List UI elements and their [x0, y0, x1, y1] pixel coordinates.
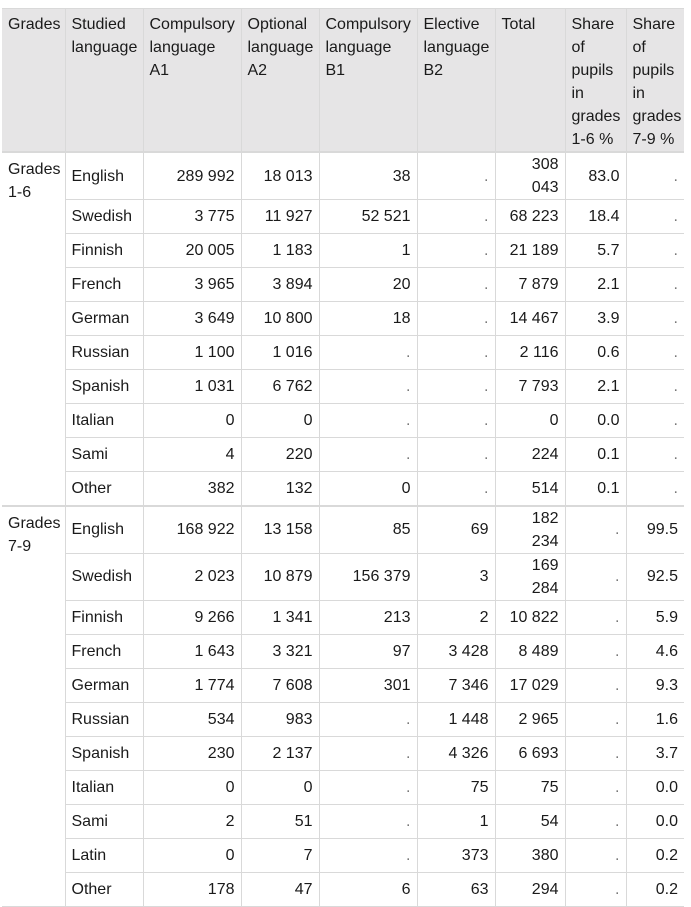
value-cell: . — [417, 370, 495, 404]
value-cell: 0 — [319, 472, 417, 506]
value-cell: . — [565, 634, 626, 668]
value-cell: 99.5 — [626, 506, 684, 554]
value-cell: 97 — [319, 634, 417, 668]
table-header — [2, 9, 684, 153]
value-cell: 17 029 — [495, 668, 565, 702]
value-cell: . — [319, 404, 417, 438]
value-cell: 168 922 — [143, 506, 241, 554]
table-row — [2, 600, 684, 634]
table-row — [2, 770, 684, 804]
value-cell: 6 762 — [241, 370, 319, 404]
value-cell: 1 — [417, 804, 495, 838]
table-row — [2, 702, 684, 736]
table-body — [2, 152, 684, 906]
language-cell: Sami — [65, 438, 143, 472]
value-cell: 3 649 — [143, 302, 241, 336]
value-cell: . — [626, 152, 684, 200]
value-cell: . — [417, 302, 495, 336]
value-cell: 3.7 — [626, 736, 684, 770]
column-header: Optional language A2 — [241, 9, 319, 153]
value-cell: . — [417, 152, 495, 200]
value-cell: . — [565, 872, 626, 906]
value-cell: 0.6 — [565, 336, 626, 370]
column-header: Studied language — [65, 9, 143, 153]
table-row — [2, 200, 684, 234]
value-cell: 0 — [143, 838, 241, 872]
language-cell: Spanish — [65, 736, 143, 770]
table-row — [2, 872, 684, 906]
value-cell: 178 — [143, 872, 241, 906]
value-cell: . — [417, 472, 495, 506]
value-cell: . — [319, 838, 417, 872]
value-cell: . — [626, 234, 684, 268]
value-cell: 1 448 — [417, 702, 495, 736]
value-cell: . — [565, 770, 626, 804]
value-cell: 68 223 — [495, 200, 565, 234]
value-cell: 169 284 — [495, 553, 565, 600]
table-row — [2, 370, 684, 404]
value-cell: 1 031 — [143, 370, 241, 404]
value-cell: 0.0 — [626, 804, 684, 838]
value-cell: 4.6 — [626, 634, 684, 668]
value-cell: . — [565, 702, 626, 736]
value-cell: 0 — [143, 770, 241, 804]
value-cell: 7 346 — [417, 668, 495, 702]
column-header: Grades — [2, 9, 65, 153]
language-cell: Swedish — [65, 553, 143, 600]
value-cell: 13 158 — [241, 506, 319, 554]
value-cell: 4 326 — [417, 736, 495, 770]
value-cell: . — [626, 438, 684, 472]
value-cell: 10 822 — [495, 600, 565, 634]
value-cell: 0 — [495, 404, 565, 438]
grade-group-label: Grades 1-6 — [2, 152, 65, 506]
value-cell: 156 379 — [319, 553, 417, 600]
value-cell: . — [417, 234, 495, 268]
table-row — [2, 736, 684, 770]
value-cell: 534 — [143, 702, 241, 736]
language-cell: German — [65, 668, 143, 702]
language-cell: Spanish — [65, 370, 143, 404]
value-cell: . — [319, 804, 417, 838]
value-cell: 1 774 — [143, 668, 241, 702]
value-cell: 20 — [319, 268, 417, 302]
value-cell: 6 — [319, 872, 417, 906]
value-cell: 308 043 — [495, 152, 565, 200]
value-cell: 3 — [417, 553, 495, 600]
value-cell: 1 341 — [241, 600, 319, 634]
value-cell: . — [626, 404, 684, 438]
value-cell: . — [417, 438, 495, 472]
table-row — [2, 668, 684, 702]
value-cell: 0.2 — [626, 872, 684, 906]
value-cell: 2 965 — [495, 702, 565, 736]
value-cell: 1 100 — [143, 336, 241, 370]
value-cell: . — [626, 302, 684, 336]
value-cell: 38 — [319, 152, 417, 200]
value-cell: 7 879 — [495, 268, 565, 302]
value-cell: 2 — [417, 600, 495, 634]
value-cell: . — [565, 668, 626, 702]
table-row — [2, 268, 684, 302]
column-header: Share of pupils in grades 7-9 % — [626, 9, 684, 153]
language-cell: Finnish — [65, 234, 143, 268]
value-cell: 18 — [319, 302, 417, 336]
value-cell: 6 693 — [495, 736, 565, 770]
value-cell: 47 — [241, 872, 319, 906]
value-cell: 3 894 — [241, 268, 319, 302]
value-cell: 983 — [241, 702, 319, 736]
language-cell: English — [65, 506, 143, 554]
value-cell: 21 189 — [495, 234, 565, 268]
value-cell: 4 — [143, 438, 241, 472]
table-row — [2, 472, 684, 506]
value-cell: 3.9 — [565, 302, 626, 336]
language-cell: English — [65, 152, 143, 200]
column-header: Compulsory language B1 — [319, 9, 417, 153]
value-cell: 380 — [495, 838, 565, 872]
language-cell: Italian — [65, 404, 143, 438]
value-cell: 0 — [241, 770, 319, 804]
value-cell: . — [319, 370, 417, 404]
value-cell: . — [626, 200, 684, 234]
value-cell: 3 428 — [417, 634, 495, 668]
value-cell: 2.1 — [565, 268, 626, 302]
value-cell: 8 489 — [495, 634, 565, 668]
table-row — [2, 553, 684, 600]
value-cell: 1 183 — [241, 234, 319, 268]
value-cell: . — [417, 336, 495, 370]
value-cell: 289 992 — [143, 152, 241, 200]
language-cell: Russian — [65, 702, 143, 736]
column-header: Elective language B2 — [417, 9, 495, 153]
table-row — [2, 234, 684, 268]
value-cell: 0.1 — [565, 472, 626, 506]
value-cell: . — [565, 506, 626, 554]
table-row — [2, 506, 684, 554]
value-cell: . — [417, 268, 495, 302]
value-cell: . — [565, 838, 626, 872]
value-cell: 11 927 — [241, 200, 319, 234]
value-cell: 0.2 — [626, 838, 684, 872]
table-row — [2, 152, 684, 200]
value-cell: 294 — [495, 872, 565, 906]
header-row — [2, 9, 684, 153]
value-cell: 51 — [241, 804, 319, 838]
value-cell: 230 — [143, 736, 241, 770]
language-cell: Russian — [65, 336, 143, 370]
table-row — [2, 438, 684, 472]
table-row — [2, 336, 684, 370]
value-cell: . — [319, 336, 417, 370]
value-cell: 75 — [417, 770, 495, 804]
language-study-table — [2, 8, 684, 907]
value-cell: 132 — [241, 472, 319, 506]
column-header: Share of pupils in grades 1-6 % — [565, 9, 626, 153]
value-cell: . — [626, 268, 684, 302]
value-cell: . — [565, 804, 626, 838]
language-cell: Finnish — [65, 600, 143, 634]
value-cell: . — [565, 600, 626, 634]
language-cell: Sami — [65, 804, 143, 838]
value-cell: 0 — [143, 404, 241, 438]
value-cell: 2 023 — [143, 553, 241, 600]
value-cell: 10 879 — [241, 553, 319, 600]
value-cell: 69 — [417, 506, 495, 554]
value-cell: . — [626, 336, 684, 370]
value-cell: 10 800 — [241, 302, 319, 336]
value-cell: 7 — [241, 838, 319, 872]
value-cell: 18.4 — [565, 200, 626, 234]
value-cell: 182 234 — [495, 506, 565, 554]
value-cell: . — [417, 404, 495, 438]
value-cell: 0.0 — [565, 404, 626, 438]
value-cell: . — [319, 438, 417, 472]
language-cell: Latin — [65, 838, 143, 872]
column-header: Total — [495, 9, 565, 153]
value-cell: 20 005 — [143, 234, 241, 268]
value-cell: . — [565, 736, 626, 770]
value-cell: 514 — [495, 472, 565, 506]
table-row — [2, 838, 684, 872]
column-header: Compulsory language A1 — [143, 9, 241, 153]
table-row — [2, 302, 684, 336]
value-cell: . — [319, 736, 417, 770]
value-cell: 2 116 — [495, 336, 565, 370]
value-cell: . — [626, 370, 684, 404]
language-cell: Swedish — [65, 200, 143, 234]
value-cell: . — [417, 200, 495, 234]
value-cell: 14 467 — [495, 302, 565, 336]
value-cell: 92.5 — [626, 553, 684, 600]
value-cell: 224 — [495, 438, 565, 472]
value-cell: 63 — [417, 872, 495, 906]
value-cell: 2 — [143, 804, 241, 838]
value-cell: 9.3 — [626, 668, 684, 702]
grade-group-label: Grades 7-9 — [2, 506, 65, 907]
table-row — [2, 634, 684, 668]
value-cell: . — [626, 472, 684, 506]
value-cell: 220 — [241, 438, 319, 472]
value-cell: 83.0 — [565, 152, 626, 200]
value-cell: 1 643 — [143, 634, 241, 668]
value-cell: 85 — [319, 506, 417, 554]
value-cell: . — [319, 702, 417, 736]
value-cell: 7 793 — [495, 370, 565, 404]
value-cell: 7 608 — [241, 668, 319, 702]
value-cell: 5.9 — [626, 600, 684, 634]
value-cell: 382 — [143, 472, 241, 506]
table-row — [2, 404, 684, 438]
value-cell: . — [319, 770, 417, 804]
value-cell: . — [565, 553, 626, 600]
value-cell: 301 — [319, 668, 417, 702]
value-cell: 52 521 — [319, 200, 417, 234]
language-cell: Other — [65, 872, 143, 906]
value-cell: 54 — [495, 804, 565, 838]
value-cell: 1.6 — [626, 702, 684, 736]
language-cell: Italian — [65, 770, 143, 804]
value-cell: 2.1 — [565, 370, 626, 404]
value-cell: 0.1 — [565, 438, 626, 472]
value-cell: 18 013 — [241, 152, 319, 200]
value-cell: 1 — [319, 234, 417, 268]
value-cell: 75 — [495, 770, 565, 804]
language-cell: Other — [65, 472, 143, 506]
value-cell: 3 321 — [241, 634, 319, 668]
value-cell: 9 266 — [143, 600, 241, 634]
language-cell: German — [65, 302, 143, 336]
language-cell: French — [65, 268, 143, 302]
value-cell: 3 775 — [143, 200, 241, 234]
value-cell: 0.0 — [626, 770, 684, 804]
value-cell: 213 — [319, 600, 417, 634]
value-cell: 0 — [241, 404, 319, 438]
value-cell: 2 137 — [241, 736, 319, 770]
language-cell: French — [65, 634, 143, 668]
value-cell: 1 016 — [241, 336, 319, 370]
value-cell: 3 965 — [143, 268, 241, 302]
table-row — [2, 804, 684, 838]
value-cell: 5.7 — [565, 234, 626, 268]
value-cell: 373 — [417, 838, 495, 872]
